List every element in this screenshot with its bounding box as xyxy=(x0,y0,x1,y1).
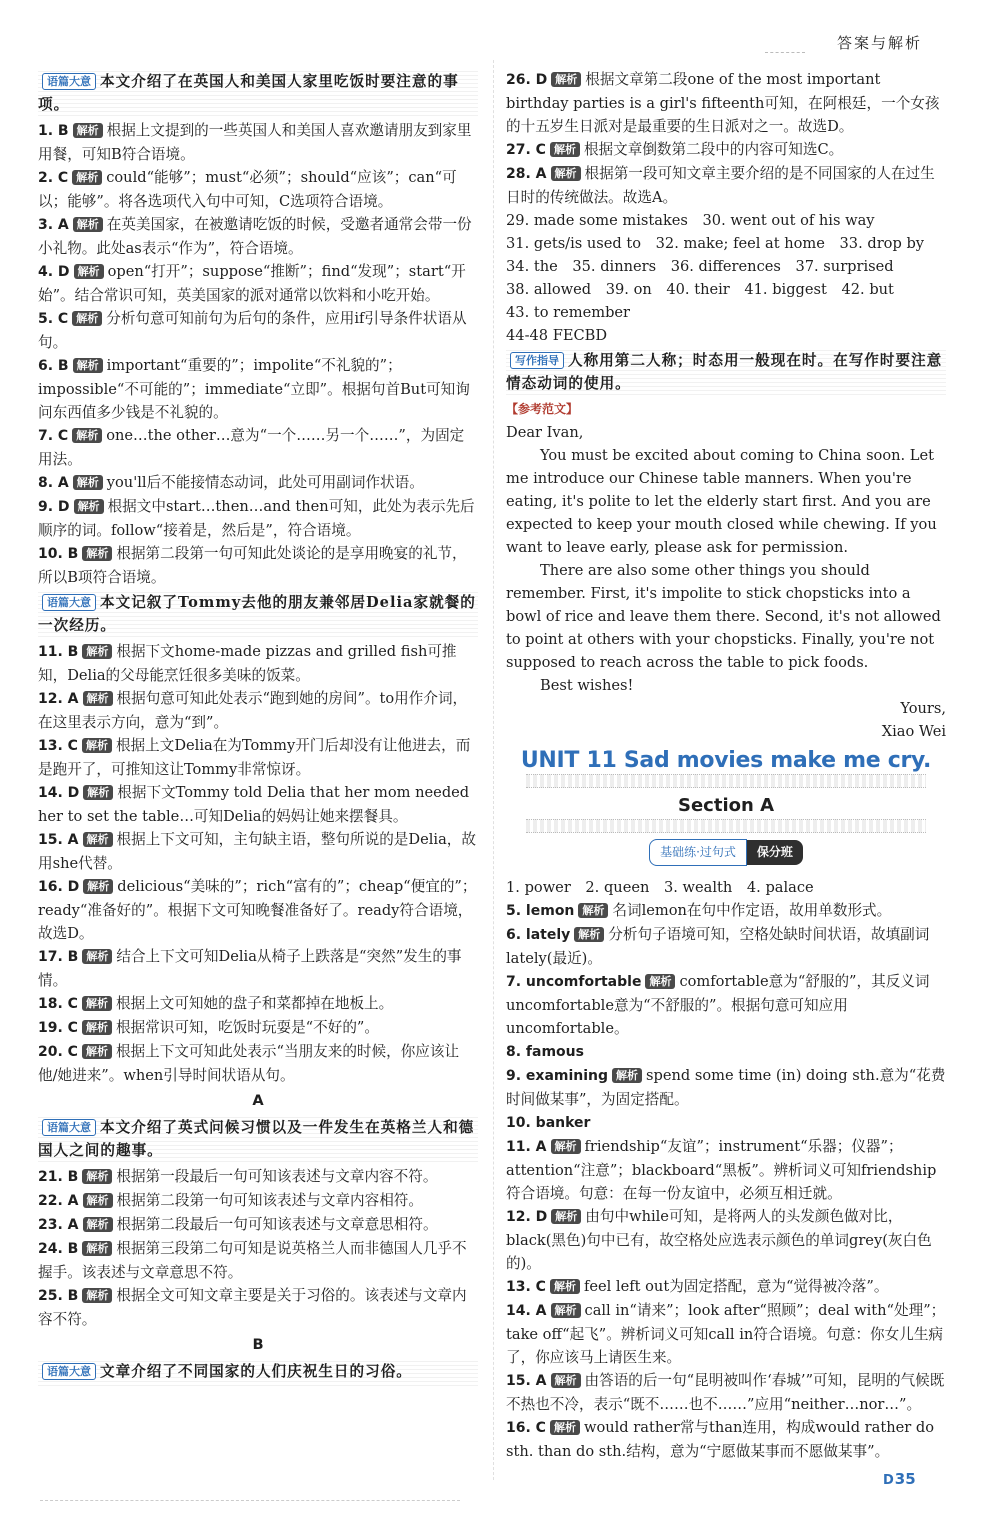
analysis-tag: 解析 xyxy=(550,1279,580,1294)
analysis-tag: 解析 xyxy=(73,217,103,232)
answer-item xyxy=(38,119,478,166)
answer-explanation: 根据上文Delia在为Tommy开门后却没有让他进去，而是跑开了，可推知这让Tommy非常惊讶。 xyxy=(38,737,471,778)
answer-explanation: 根据下文Tommy told Delia that her mom needed her to set the table…可知Delia的妈妈让她来摆餐具。 xyxy=(38,784,470,825)
answer-item xyxy=(38,542,478,589)
fill-answer-line: 38. allowed 39. on 40. their 41. biggest 42. but xyxy=(506,281,894,298)
answer-explanation: you'll后不能接情态动词，此处可用副词作状语。 xyxy=(106,474,424,491)
analysis-tag: 解析 xyxy=(82,996,112,1011)
answer-item xyxy=(506,138,946,162)
answer-explanation: 结合上下文可知Delia从椅子上跌落是“突然”发生的事情。 xyxy=(38,948,462,989)
answer-explanation: 根据第二段第一句可知此处谈论的是享用晚宴的礼节，所以B项符合语境。 xyxy=(38,545,467,586)
analysis-tag: 解析 xyxy=(74,499,104,514)
analysis-tag: 解析 xyxy=(550,142,580,157)
answer-item xyxy=(38,495,478,542)
header-decoration xyxy=(765,36,805,53)
answer-number: 27. C xyxy=(506,142,546,158)
answer-item xyxy=(38,471,478,495)
column-separator xyxy=(493,60,494,1480)
summary-box-2 xyxy=(38,589,478,640)
summary-text: 本文介绍了在英国人和美国人家里吃饭时要注意的事项。 xyxy=(38,73,459,113)
analysis-tag: 解析 xyxy=(83,1217,113,1232)
answer-item xyxy=(38,1016,478,1040)
footer-line xyxy=(40,1500,460,1501)
answer-item xyxy=(38,1284,478,1331)
answer-item xyxy=(506,1416,946,1463)
answer-number: 9. examining xyxy=(506,1068,609,1084)
answer-item xyxy=(506,923,946,970)
analysis-tag: 解析 xyxy=(73,475,103,490)
answer-item xyxy=(38,354,478,424)
answer-item xyxy=(38,166,478,213)
answer-explanation: 根据文中start…then…and then可知，此处为表示先后顺序的词。follow“接着是，然后是”，符合语境。 xyxy=(38,498,475,539)
summary-text: 本文记叙了Tommy去他的朋友兼邻居Delia家就餐的一次经历。 xyxy=(38,594,476,634)
answer-number: 14. A xyxy=(506,1303,547,1319)
analysis-tag: 解析 xyxy=(83,879,113,894)
answer-explanation: 由句中while可知，是将两人的头发颜色做对比，black(黑色)句中已有，故空格处应选表示颜色的单词grey(灰白色的)。 xyxy=(506,1208,932,1272)
answer-number: 2. C xyxy=(38,170,69,186)
analysis-tag: 解析 xyxy=(82,738,112,753)
summary-box-3 xyxy=(38,1114,478,1165)
answer-item xyxy=(38,1165,478,1189)
answer-number: 22. A xyxy=(38,1193,79,1209)
analysis-tag: 解析 xyxy=(551,1303,581,1318)
analysis-tag: 解析 xyxy=(645,974,675,989)
answer-item xyxy=(506,1205,946,1275)
answer-item xyxy=(506,1299,946,1369)
summary-tag: 语篇大意 xyxy=(42,73,96,90)
analysis-tag: 解析 xyxy=(551,166,581,181)
left-column xyxy=(38,68,478,1386)
answer-explanation: comfortable意为“舒服的”，其反义词uncomfortable意为“不舒服的”。根据句意可知应用uncomfortable。 xyxy=(506,973,930,1037)
answer-explanation: 由答语的后一句“昆明被叫作‘春城’”可知，昆明的气候既不热也不冷，表示“既不……也不……”应用“neither…nor…”。 xyxy=(506,1372,945,1413)
answer-list-2 xyxy=(38,640,478,1087)
analysis-tag: 解析 xyxy=(578,903,608,918)
answer-item xyxy=(38,424,478,471)
analysis-tag: 解析 xyxy=(73,358,103,373)
analysis-tag: 解析 xyxy=(82,1020,112,1035)
passage-label-a: A xyxy=(252,1092,264,1109)
sample-essay-tag: 【参考范文】 xyxy=(506,402,579,416)
answer-item xyxy=(38,992,478,1016)
answer-item xyxy=(38,1189,478,1213)
answer-item xyxy=(38,781,478,828)
answer-number: 19. C xyxy=(38,1020,78,1036)
analysis-tag: 解析 xyxy=(551,1373,581,1388)
answer-number: 24. B xyxy=(38,1241,79,1257)
answer-item xyxy=(38,687,478,734)
answer-explanation: friendship“友谊”；instrument“乐器；仪器”；attention“注意”；blackboard“黑板”。辨析词义可知friendship符合语境。句意：在每一份友谊中，必须互相迁就。 xyxy=(506,1138,937,1202)
answer-explanation: one…the other…意为“一个……另一个……”，为固定用法。 xyxy=(38,427,465,468)
answer-number: 20. C xyxy=(38,1044,78,1060)
analysis-tag: 解析 xyxy=(72,311,102,326)
answer-explanation: 根据上下文可知，主句缺主语，整句所说的是Delia，故用she代替。 xyxy=(38,831,476,872)
analysis-tag: 解析 xyxy=(74,264,104,279)
sample-letter xyxy=(506,421,946,743)
analysis-tag: 解析 xyxy=(82,949,112,964)
answer-explanation: 根据全文可知文章主要是关于习俗的。该表述与文章内容不符。 xyxy=(38,1287,467,1328)
answer-number: 6. lately xyxy=(506,927,571,943)
section-title: Section A xyxy=(678,795,774,816)
analysis-tag: 解析 xyxy=(72,170,102,185)
answer-number: 16. D xyxy=(38,879,80,895)
answer-explanation: could“能够”；must“必须”；should“应该”；can“可以；能够”。将各选项代入句中可知，C选项符合语境。 xyxy=(38,169,457,210)
analysis-tag: 解析 xyxy=(83,832,113,847)
writing-guide-box xyxy=(506,347,946,398)
answer-item xyxy=(506,162,946,209)
answer-number: 5. lemon xyxy=(506,903,575,919)
answer-list-5 xyxy=(506,899,946,1463)
analysis-tag: 解析 xyxy=(72,428,102,443)
answer-explanation: delicious“美味的”；rich“富有的”；cheap“便宜的”；ready“准备好的”。根据下文可知晚餐准备好了。ready符合语境，故选D。 xyxy=(38,878,477,942)
answer-explanation: 根据文章倒数第二段中的内容可知选C。 xyxy=(583,141,844,158)
answer-item xyxy=(38,1040,478,1087)
answer-explanation: 分析句子语境可知，空格处缺时间状语，故填副词lately(最近)。 xyxy=(506,926,930,967)
answer-number: 12. D xyxy=(506,1209,548,1225)
page-number-value: 35 xyxy=(894,1470,916,1488)
analysis-tag: 解析 xyxy=(73,123,103,138)
answer-number: 15. A xyxy=(38,832,79,848)
fill-answer-line: 31. gets/is used to 32. make; feel at home 33. drop by xyxy=(506,235,925,252)
summary-text: 本文介绍了英式问候习惯以及一件发生在英格兰人和德国人之间的趣事。 xyxy=(38,1119,475,1159)
analysis-tag: 解析 xyxy=(82,1288,112,1303)
analysis-tag: 解析 xyxy=(551,1209,581,1224)
answer-item xyxy=(38,307,478,354)
answer-number: 5. C xyxy=(38,311,69,327)
answer-explanation: 根据第二段最后一句可知该表述与文章意思相符。 xyxy=(116,1216,438,1233)
answer-item xyxy=(506,68,946,138)
section-band xyxy=(526,819,926,833)
unit-title: UNIT 11 Sad movies make me cry. xyxy=(520,748,932,773)
answer-explanation: spend some time (in) doing sth.意为“花费时间做某事”，为固定搭配。 xyxy=(506,1067,946,1108)
summary-tag: 语篇大意 xyxy=(42,594,96,611)
answer-number: 18. C xyxy=(38,996,78,1012)
answer-number: 10. banker xyxy=(506,1115,591,1131)
answer-number: 21. B xyxy=(38,1169,79,1185)
answer-item xyxy=(38,734,478,781)
answer-explanation: 根据上下文可知此处表示“当朋友来的时候，你应该让他/她进来”。when引导时间状语从句。 xyxy=(38,1043,460,1084)
answer-number: 13. C xyxy=(38,738,78,754)
analysis-tag: 解析 xyxy=(550,1420,580,1435)
answer-number: 26. D xyxy=(506,72,548,88)
answer-item xyxy=(506,970,946,1040)
analysis-tag: 解析 xyxy=(551,72,581,87)
answer-number: 23. A xyxy=(38,1217,79,1233)
answer-explanation: open“打开”；suppose“推断”；find“发现”；start“开始”。结合常识可知，英美国家的派对通常以饮料和小吃开始。 xyxy=(38,263,466,304)
letter-closing: Best wishes! xyxy=(540,677,634,694)
answer-item xyxy=(38,640,478,687)
analysis-tag: 解析 xyxy=(83,785,113,800)
analysis-tag: 解析 xyxy=(574,927,604,942)
fill-answer-line: 44-48 FECBD xyxy=(506,327,608,344)
answer-number: 17. B xyxy=(38,949,79,965)
answer-list-1 xyxy=(38,119,478,589)
vocab-line: 1. power 2. queen 3. wealth 4. palace xyxy=(506,879,814,896)
answer-item xyxy=(506,1111,946,1135)
answer-number: 28. A xyxy=(506,166,547,182)
letter-paragraph-2: There are also some other things you should remember. First, it's impolite to stick chopsticks into a bowl of rice and leave them there. Second, it's not allowed to point at others with your chopsticks. Finally, you're not supposed to reach across the table to pick foods. xyxy=(506,562,941,671)
answer-explanation: 在英美国家，在被邀请吃饭的时候，受邀者通常会带一份小礼物。此处as表示“作为”，符合语境。 xyxy=(38,216,472,257)
answer-explanation: call in“请来”；look after“照顾”；deal with“处理”；take off“起飞”。辨析词义可知call in符合语境。句意：你女儿生病了，你应该马上请医生来。 xyxy=(506,1302,946,1366)
letter-sign-name: Xiao Wei xyxy=(881,723,946,740)
analysis-tag: 解析 xyxy=(82,546,112,561)
answer-item xyxy=(38,1237,478,1284)
writing-guide-text: 人称用第二人称；时态用一般现在时。在写作时要注意情态动词的使用。 xyxy=(506,352,943,392)
passage-label-b: B xyxy=(252,1336,264,1353)
letter-greeting: Dear Ivan, xyxy=(506,424,584,441)
letter-paragraph-1: You must be excited about coming to China soon. Let me introduce our Chinese table manners. When you're eating, it's polite to let the elderly start first. And you are expected to keep your mouth closed while chewing. If you want to leave early, please ask for permission. xyxy=(506,447,937,556)
summary-tag: 语篇大意 xyxy=(42,1119,96,1136)
answer-item xyxy=(506,1369,946,1416)
answer-number: 7. uncomfortable xyxy=(506,974,642,990)
writing-tag: 写作指导 xyxy=(510,352,564,369)
answer-number: 10. B xyxy=(38,546,79,562)
answer-number: 6. B xyxy=(38,358,69,374)
answer-explanation: 根据文章第二段one of the most important birthday parties is a girl's fifteenth可知，在阿根廷，一个女孩的十五岁生日派对是最重要的生日派对之一。故选D。 xyxy=(506,71,940,135)
answer-explanation: 根据上文提到的一些英国人和美国人喜欢邀请朋友到家里用餐，可知B符合语境。 xyxy=(38,122,472,163)
answer-explanation: feel left out为固定搭配，意为“觉得被冷落”。 xyxy=(583,1278,889,1295)
analysis-tag: 解析 xyxy=(82,1241,112,1256)
answer-number: 16. C xyxy=(506,1420,546,1436)
answer-list-4 xyxy=(506,68,946,209)
answer-explanation: would rather常与than连用，构成would rather do sth. than do sth.结构，意为“宁愿做某事而不愿做某事”。 xyxy=(506,1419,934,1460)
answer-item xyxy=(506,1064,946,1111)
page-number xyxy=(883,1470,916,1488)
answer-explanation: 根据第三段第二句可知是说英格兰人而非德国人几乎不握手。该表述与文章意思不符。 xyxy=(38,1240,467,1281)
answer-explanation: 根据句意可知此处表示“跑到她的房间”。to用作介词，在这里表示方向，意为“到”。 xyxy=(38,690,468,731)
analysis-tag: 解析 xyxy=(82,644,112,659)
answer-explanation: important“重要的”；impolite“不礼貌的”；impossible“不可能的”；immediate“立即”。根据句首But可知询问东西值多少钱是不礼貌的。 xyxy=(38,357,470,421)
fill-answer-line: 43. to remember xyxy=(506,304,631,321)
answer-item xyxy=(506,899,946,923)
answer-number: 3. A xyxy=(38,217,69,233)
answer-item xyxy=(506,1275,946,1299)
answer-number: 8. A xyxy=(38,475,69,491)
summary-tag: 语篇大意 xyxy=(42,1363,96,1380)
answer-explanation: 分析句意可知前句为后句的条件，应用if引导条件状语从句。 xyxy=(38,310,467,351)
answer-number: 7. C xyxy=(38,428,69,444)
answer-item xyxy=(38,875,478,945)
answer-number: 11. A xyxy=(506,1139,547,1155)
letter-sign-yours: Yours, xyxy=(900,700,946,717)
exercise-ribbon xyxy=(506,839,946,866)
page-header-title: 答案与解析 xyxy=(836,34,922,52)
answer-explanation: 根据第二段第一句可知该表述与文章内容相符。 xyxy=(116,1192,423,1209)
right-column xyxy=(506,68,946,1463)
answer-item xyxy=(38,260,478,307)
analysis-tag: 解析 xyxy=(612,1068,642,1083)
answer-item xyxy=(506,1135,946,1205)
answer-number: 8. famous xyxy=(506,1044,584,1060)
answer-item xyxy=(38,1213,478,1237)
answer-explanation: 根据第一段最后一句可知该表述与文章内容不符。 xyxy=(116,1168,438,1185)
analysis-tag: 解析 xyxy=(551,1139,581,1154)
analysis-tag: 解析 xyxy=(82,1044,112,1059)
answer-explanation: 根据常识可知，吃饭时玩耍是“不好的”。 xyxy=(115,1019,379,1036)
fill-answer-line: 34. the 35. dinners 36. differences 37. surprised xyxy=(506,258,894,275)
fill-in-answers xyxy=(506,209,946,347)
analysis-tag: 解析 xyxy=(82,1169,112,1184)
ribbon-left: 基础练·过句式 xyxy=(649,839,747,866)
answer-number: 9. D xyxy=(38,499,70,515)
answer-number: 12. A xyxy=(38,691,79,707)
answer-item xyxy=(38,945,478,992)
ribbon-right: 保分班 xyxy=(747,840,803,865)
answer-number: 11. B xyxy=(38,644,79,660)
answer-explanation: 根据第一段可知文章主要介绍的是不同国家的人在过生日时的传统做法。故选A。 xyxy=(506,165,935,206)
answer-explanation: 根据下文home-made pizzas and grilled fish可推知，Delia的父母能烹饪很多美味的饭菜。 xyxy=(38,643,457,684)
answer-number: 15. A xyxy=(506,1373,547,1389)
answer-item xyxy=(38,213,478,260)
answer-explanation: 根据上文可知她的盘子和菜都掉在地板上。 xyxy=(115,995,394,1012)
title-band xyxy=(526,774,926,788)
fill-answer-line: 29. made some mistakes 30. went out of his way xyxy=(506,212,875,229)
answer-item xyxy=(506,1040,946,1064)
summary-box-1 xyxy=(38,68,478,119)
answer-explanation: 名词lemon在句中作定语，故用单数形式。 xyxy=(612,902,892,919)
answer-number: 13. C xyxy=(506,1279,546,1295)
summary-box-4 xyxy=(38,1358,478,1386)
summary-text: 文章介绍了不同国家的人们庆祝生日的习俗。 xyxy=(100,1363,412,1380)
answer-item xyxy=(38,828,478,875)
answer-number: 25. B xyxy=(38,1288,79,1304)
analysis-tag: 解析 xyxy=(83,691,113,706)
answer-number: 14. D xyxy=(38,785,80,801)
answer-number: 1. B xyxy=(38,123,69,139)
answer-number: 4. D xyxy=(38,264,70,280)
answer-list-3 xyxy=(38,1165,478,1331)
page-number-prefix: D xyxy=(883,1473,894,1488)
analysis-tag: 解析 xyxy=(83,1193,113,1208)
